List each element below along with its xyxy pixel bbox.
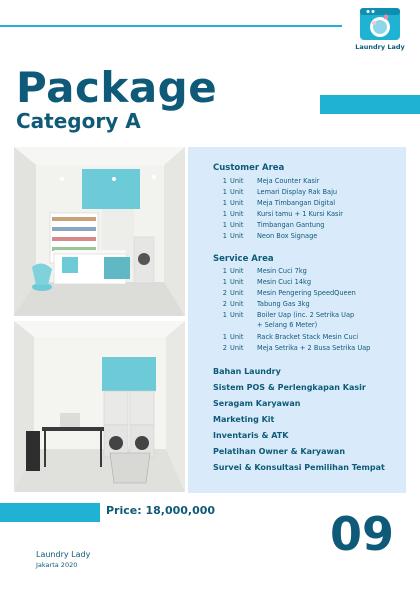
item-qty: 1: [222, 311, 227, 319]
page-number: 09: [330, 507, 395, 561]
item-qty: 2: [222, 300, 227, 308]
customer-area-photo: [14, 147, 185, 316]
item-unit: Unit: [230, 333, 244, 341]
top-accent-line: [0, 25, 342, 27]
item-desc: Timbangan Gantung: [257, 221, 325, 229]
item-desc: Rack Bracket Stack Mesin Cuci: [257, 333, 359, 341]
item-qty: 2: [222, 289, 227, 297]
item-unit: Unit: [230, 199, 244, 207]
laundry-lady-logo: [354, 6, 406, 56]
item-desc: Neon Box Signage: [257, 232, 318, 240]
package-price: Price: 18,000,000: [106, 504, 216, 517]
item-qty: 1: [222, 221, 227, 229]
item-desc: Meja Setrika + 2 Busa Setrika Uap: [257, 344, 371, 352]
extra-item-bahan-laundry: Bahan Laundry: [213, 367, 281, 376]
item-unit: Unit: [230, 300, 244, 308]
item-qty: 1: [222, 267, 227, 275]
item-desc: Lemari Display Rak Baju: [257, 188, 338, 196]
price-accent-bar: [0, 503, 100, 522]
item-unit: Unit: [230, 289, 244, 297]
package-details-panel: [188, 147, 406, 493]
item-qty: 1: [222, 232, 227, 240]
extra-item-survei: Survei & Konsultasi Pemilihan Tempat: [213, 463, 385, 472]
item-desc: Mesin Pengering SpeedQueen: [257, 289, 356, 297]
item-qty: 1: [222, 333, 227, 341]
item-unit: Unit: [230, 344, 244, 352]
item-desc: Boiler Uap (inc. 2 Setrika Uap: [257, 311, 355, 319]
item-qty: 1: [222, 210, 227, 218]
item-unit: Unit: [230, 232, 244, 240]
item-desc: Mesin Cuci 7kg: [257, 267, 307, 275]
item-qty: 1: [222, 278, 227, 286]
extra-item-sistem-pos: Sistem POS & Perlengkapan Kasir: [213, 383, 366, 392]
page-title: Package: [16, 63, 218, 112]
service-area-title: Service Area: [213, 254, 274, 264]
item-qty: 1: [222, 188, 227, 196]
item-unit: Unit: [230, 177, 244, 185]
item-desc-continued: + Selang 6 Meter): [257, 321, 318, 329]
customer-area-title: Customer Area: [213, 163, 285, 173]
extra-item-marketing-kit: Marketing Kit: [213, 415, 275, 424]
item-desc: Tabung Gas 3kg: [257, 300, 310, 308]
item-unit: Unit: [230, 210, 244, 218]
item-unit: Unit: [230, 311, 244, 319]
service-area-photo: [14, 321, 185, 492]
right-accent-bar: [320, 95, 420, 114]
footer-city-year: Jakarta 2020: [36, 561, 78, 569]
item-desc: Meja Counter Kasir: [257, 177, 320, 185]
extra-item-inventaris: Inventaris & ATK: [213, 431, 289, 440]
item-unit: Unit: [230, 278, 244, 286]
item-unit: Unit: [230, 267, 244, 275]
page-subtitle: Category A: [16, 109, 141, 133]
item-unit: Unit: [230, 188, 244, 196]
item-desc: Meja Timbangan Digital: [257, 199, 336, 207]
item-qty: 2: [222, 344, 227, 352]
logo-text: Laundry Lady: [355, 43, 405, 51]
item-desc: Kursi tamu + 1 Kursi Kasir: [257, 210, 343, 218]
item-qty: 1: [222, 177, 227, 185]
item-unit: Unit: [230, 221, 244, 229]
extra-item-pelatihan: Pelatihan Owner & Karyawan: [213, 447, 346, 456]
extra-item-seragam: Seragam Karyawan: [213, 399, 301, 408]
footer-brand: Laundry Lady: [36, 550, 91, 559]
item-desc: Mesin Cuci 14kg: [257, 278, 312, 286]
item-qty: 1: [222, 199, 227, 207]
